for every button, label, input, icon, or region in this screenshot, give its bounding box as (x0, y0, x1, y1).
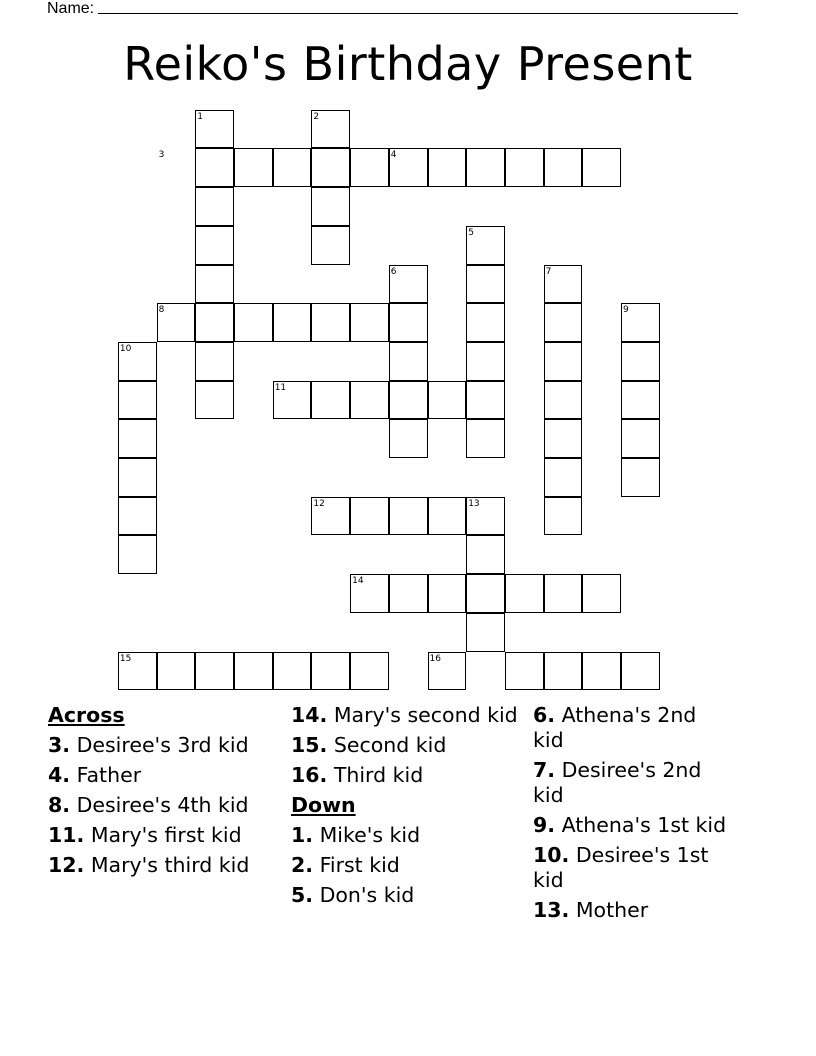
grid-cell[interactable] (273, 303, 312, 342)
clue-text: Third kid (327, 763, 424, 787)
grid-cell[interactable] (195, 265, 234, 304)
clue-text: Mary's first kid (84, 823, 242, 847)
clue-number: 2. (291, 853, 314, 877)
clue-column-3 (533, 703, 733, 928)
cell-number: 8 (158, 305, 165, 316)
clue-item (291, 853, 521, 878)
clue-number: 10. (533, 843, 570, 867)
grid-cell[interactable] (311, 148, 350, 187)
grid-cell[interactable] (544, 419, 583, 458)
clue-text: Mike's kid (313, 823, 421, 847)
clue-item (533, 813, 733, 838)
cell-number: 11 (274, 382, 287, 393)
grid-cell[interactable] (466, 148, 505, 187)
grid-cell[interactable] (621, 419, 660, 458)
grid-cell[interactable] (195, 187, 234, 226)
clue-item (533, 898, 733, 923)
grid-cell[interactable] (195, 381, 234, 420)
grid-cell[interactable] (118, 458, 157, 497)
clue-number: 14. (291, 703, 328, 727)
clue-text: Mary's third kid (84, 853, 250, 877)
grid-cell[interactable] (389, 381, 428, 420)
clue-number: 8. (48, 793, 71, 817)
clue-item (48, 853, 278, 878)
clue-item (291, 763, 521, 788)
clue-text: Desiree's 4th kid (70, 793, 249, 817)
cell-number: 2 (313, 111, 320, 122)
clue-text: Desiree's 2nd kid (533, 758, 702, 807)
cell-number: 3 (158, 150, 165, 161)
clue-column-2 (291, 703, 521, 913)
clue-item (533, 703, 733, 753)
clue-heading: Across (48, 703, 125, 727)
grid-cell[interactable] (234, 148, 273, 187)
cell-number: 5 (468, 227, 474, 238)
grid-cell[interactable] (118, 497, 157, 536)
grid-cell[interactable] (428, 574, 467, 613)
grid-cell[interactable] (544, 342, 583, 381)
grid-cell[interactable] (621, 652, 660, 691)
clue-item (533, 843, 733, 893)
grid-cell[interactable] (466, 342, 505, 381)
clue-number: 4. (48, 763, 71, 787)
grid-cell[interactable] (582, 574, 621, 613)
cell-number: 13 (468, 498, 480, 509)
grid-cell[interactable] (389, 419, 428, 458)
grid-cell[interactable] (466, 265, 505, 304)
puzzle-title: Reiko's Birthday Present (123, 37, 693, 91)
cell-number: 7 (545, 266, 552, 277)
grid-cell[interactable] (389, 303, 428, 342)
clue-item (291, 733, 521, 758)
cell-number: 6 (390, 266, 397, 277)
grid-cell[interactable] (544, 148, 583, 187)
grid-cell[interactable] (466, 303, 505, 342)
grid-cell[interactable] (118, 381, 157, 420)
clue-item (291, 703, 521, 728)
grid-cell[interactable] (118, 419, 157, 458)
grid-cell[interactable] (466, 419, 505, 458)
clue-item (291, 823, 521, 848)
clue-number: 13. (533, 898, 570, 922)
grid-cell[interactable] (544, 381, 583, 420)
clue-column-1 (48, 703, 278, 883)
clue-text: Don's kid (313, 883, 415, 907)
grid-cell[interactable] (350, 381, 389, 420)
clue-text: Desiree's 3rd kid (70, 733, 249, 757)
grid-cell[interactable] (195, 303, 234, 342)
grid-cell[interactable] (428, 497, 467, 536)
clue-number: 1. (291, 823, 314, 847)
grid-cell[interactable] (311, 187, 350, 226)
grid-cell[interactable] (389, 497, 428, 536)
grid-cell[interactable] (389, 574, 428, 613)
grid-cell[interactable] (466, 613, 505, 652)
grid-cell[interactable] (544, 574, 583, 613)
clue-item (48, 823, 278, 848)
grid-cell[interactable] (350, 148, 389, 187)
grid-cell[interactable] (157, 652, 196, 691)
grid-cell[interactable] (311, 381, 350, 420)
grid-cell[interactable] (544, 652, 583, 691)
grid-cell[interactable] (234, 303, 273, 342)
clue-item (48, 763, 278, 788)
clue-number: 6. (533, 703, 556, 727)
clue-text: Mother (569, 898, 649, 922)
grid-cell[interactable] (311, 303, 350, 342)
grid-cell[interactable] (428, 381, 467, 420)
clue-item (533, 758, 733, 808)
grid-cell[interactable] (311, 226, 350, 265)
cell-number: 4 (390, 150, 397, 161)
grid-cell[interactable] (311, 652, 350, 691)
grid-cell[interactable] (273, 652, 312, 691)
grid-cell[interactable] (466, 535, 505, 574)
grid-cell[interactable] (544, 303, 583, 342)
clue-number: 5. (291, 883, 314, 907)
grid-cell[interactable] (466, 381, 505, 420)
clue-number: 11. (48, 823, 85, 847)
grid-cell[interactable] (621, 458, 660, 497)
grid-cell[interactable] (350, 652, 389, 691)
grid-cell[interactable] (273, 148, 312, 187)
clue-heading: Down (291, 793, 356, 817)
clue-item (291, 883, 521, 908)
clue-text: Athena's 2nd kid (533, 703, 697, 752)
grid-cell[interactable] (195, 342, 234, 381)
grid-cell[interactable] (621, 342, 660, 381)
grid-cell[interactable] (544, 458, 583, 497)
clue-text: Mary's second kid (327, 703, 518, 727)
grid-cell[interactable] (505, 652, 544, 691)
grid-cell[interactable] (621, 381, 660, 420)
cell-number: 10 (119, 343, 132, 354)
clue-number: 9. (533, 813, 556, 837)
clue-text: Father (70, 763, 142, 787)
grid-cell[interactable] (195, 226, 234, 265)
clue-number: 3. (48, 733, 71, 757)
name-label: Name: (47, 0, 95, 17)
grid-cell[interactable] (118, 535, 157, 574)
clue-number: 16. (291, 763, 328, 787)
grid-cell[interactable] (234, 652, 273, 691)
clue-number: 12. (48, 853, 85, 877)
clue-item (48, 733, 278, 758)
grid-cell[interactable] (505, 574, 544, 613)
cell-number: 15 (119, 653, 132, 664)
grid-cell[interactable] (350, 497, 389, 536)
cell-number: 14 (352, 576, 364, 587)
grid-cell[interactable] (195, 148, 234, 187)
grid-cell[interactable] (505, 148, 544, 187)
clue-item (48, 793, 278, 818)
grid-cell[interactable] (582, 652, 621, 691)
grid-cell[interactable] (195, 652, 234, 691)
cell-number: 12 (313, 498, 325, 509)
clue-number: 15. (291, 733, 328, 757)
cell-number: 1 (197, 111, 204, 122)
clue-number: 7. (533, 758, 556, 782)
grid-cell[interactable] (544, 497, 583, 536)
clue-text: Second kid (327, 733, 447, 757)
grid-cell[interactable] (428, 148, 467, 187)
clue-text: Athena's 1st kid (555, 813, 727, 837)
grid-cell[interactable] (350, 303, 389, 342)
clue-text: Desiree's 1st kid (533, 843, 709, 892)
cell-number: 16 (429, 653, 441, 664)
grid-cell[interactable] (466, 574, 505, 613)
clue-text: First kid (313, 853, 400, 877)
grid-cell[interactable] (389, 342, 428, 381)
grid-cell[interactable] (582, 148, 621, 187)
cell-number: 9 (623, 305, 629, 316)
